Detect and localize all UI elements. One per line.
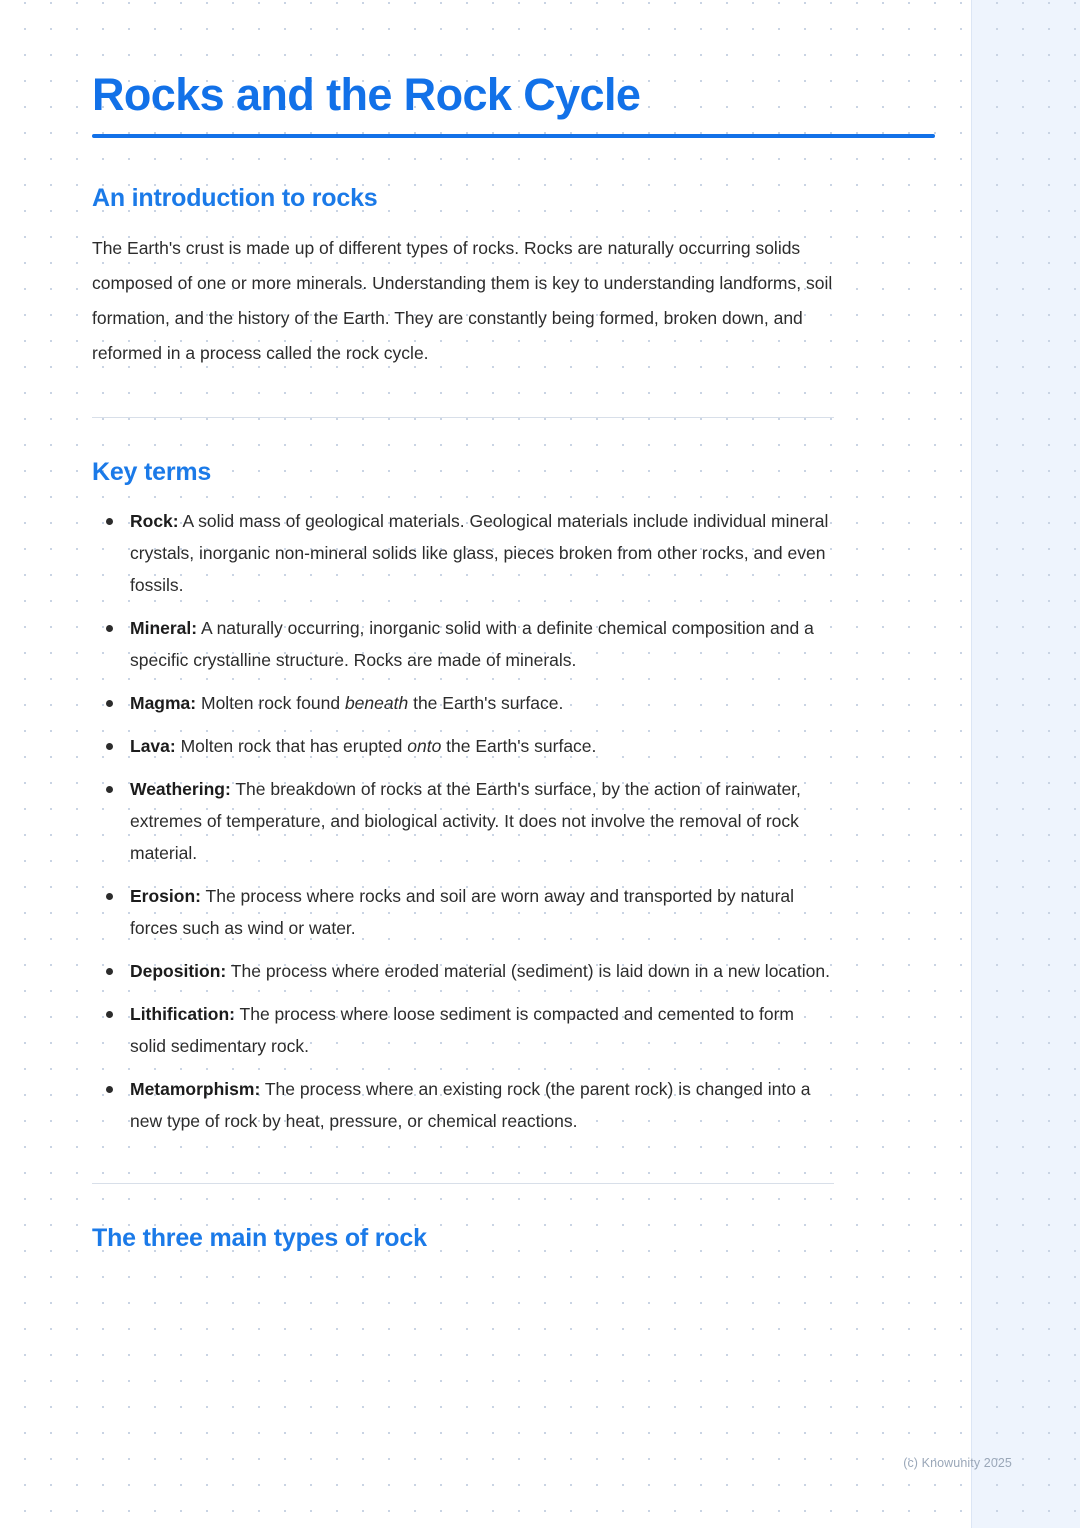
list-item [126,687,834,719]
term-definition-post: the Earth's surface. [408,693,564,714]
list-item [126,612,834,676]
page-title: Rocks and the Rock Cycle [92,69,641,120]
title-divider [92,134,935,138]
term-label: Erosion: [130,886,201,907]
term-label: Magma: [130,693,197,714]
term-label: Lava: [130,736,176,757]
term-definition: The process where an existing rock (the parent rock) is changed into a new type of rock by heat, pressure, or chemical reactions. [130,1079,811,1132]
term-emphasis: beneath [344,693,409,714]
term-label: Lithification: [130,1004,235,1025]
term-label: Metamorphism: [130,1079,261,1100]
key-terms-list [92,505,834,1137]
term-definition: The process where eroded material (sediment) is laid down in a new location. [226,961,830,982]
intro-paragraph: The Earth's crust is made up of different types of rocks. Rocks are naturally occurring solids composed of one or more minerals. Understanding them is key to understanding landforms, soil formation, and the history of the Earth. They are constantly being formed, broken down, and reformed in a process called the rock cycle. [92,238,833,364]
term-definition: The process where rocks and soil are worn away and transported by natural forces such as wind or water. [130,886,795,939]
list-item [126,1073,834,1137]
term-definition-post: the Earth's surface. [441,736,597,757]
list-item [126,730,834,762]
term-label: Mineral: [130,618,198,639]
term-definition: The process where loose sediment is compacted and cemented to form solid sedimentary rock. [130,1004,794,1057]
list-item [126,880,834,944]
term-definition-pre: Molten rock that has erupted [175,736,408,757]
term-label: Weathering: [130,779,231,800]
term-label: Deposition: [130,961,227,982]
list-item [126,998,834,1062]
term-emphasis: onto [407,736,442,757]
section-heading-key-terms: Key terms [92,458,212,487]
term-label: Rock: [130,511,179,532]
term-definition: The breakdown of rocks at the Earth's surface, by the action of rainwater, extremes of temperature, and biological activity. It does not involve the removal of rock material. [130,779,801,864]
section-divider-1 [92,417,834,418]
list-item [126,505,834,601]
list-item [126,773,834,869]
document-content [92,70,834,1271]
copyright-footer: (c) Knowunity 2025 [903,1456,1012,1470]
section-heading-rock-types: The three main types of rock [92,1224,427,1253]
term-definition-pre: Molten rock found [196,693,345,714]
term-definition: A naturally occurring, inorganic solid with a definite chemical composition and a specific crystalline structure. Rocks are made of minerals. [130,618,814,671]
section-divider-2 [92,1183,834,1184]
section-heading-intro: An introduction to rocks [92,184,378,213]
page-margin-band [971,0,1080,1528]
term-definition: A solid mass of geological materials. Geological materials include individual mineral crystals, inorganic non-mineral solids like glass, pieces broken from other rocks, and even fossils. [130,511,829,596]
list-item [126,955,834,987]
